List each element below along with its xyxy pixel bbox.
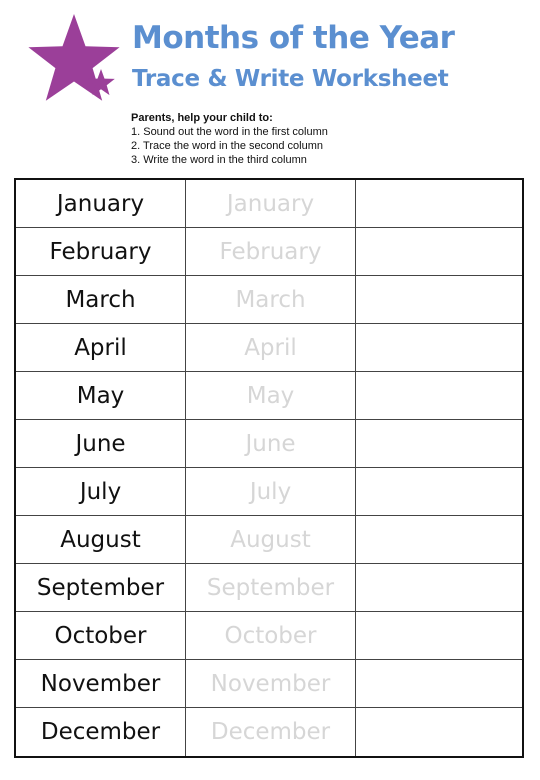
month-trace: February xyxy=(186,228,356,276)
month-trace: June xyxy=(186,420,356,468)
instruction-step: 3. Write the word in the third column xyxy=(131,154,307,166)
month-trace: December xyxy=(186,708,356,756)
month-word: July xyxy=(16,468,186,516)
month-word: June xyxy=(16,420,186,468)
write-cell xyxy=(356,420,522,468)
write-cell xyxy=(356,660,522,708)
month-word: August xyxy=(16,516,186,564)
month-word: November xyxy=(16,660,186,708)
instructions xyxy=(131,111,328,167)
month-trace: October xyxy=(186,612,356,660)
month-word: February xyxy=(16,228,186,276)
month-trace: May xyxy=(186,372,356,420)
month-word: September xyxy=(16,564,186,612)
month-trace: March xyxy=(186,276,356,324)
page-title: Months of the Year xyxy=(132,20,455,56)
month-word: March xyxy=(16,276,186,324)
write-cell xyxy=(356,180,522,228)
instruction-step: 1. Sound out the word in the first column xyxy=(131,126,328,138)
month-trace: September xyxy=(186,564,356,612)
write-cell xyxy=(356,468,522,516)
month-word: April xyxy=(16,324,186,372)
month-word: December xyxy=(16,708,186,756)
instruction-step: 2. Trace the word in the second column xyxy=(131,140,323,152)
page-subtitle: Trace & Write Worksheet xyxy=(132,66,449,92)
write-cell xyxy=(356,612,522,660)
month-word: January xyxy=(16,180,186,228)
write-cell xyxy=(356,708,522,756)
month-word: October xyxy=(16,612,186,660)
write-cell xyxy=(356,276,522,324)
write-cell xyxy=(356,516,522,564)
instructions-list xyxy=(131,125,328,167)
month-word: May xyxy=(16,372,186,420)
write-cell xyxy=(356,228,522,276)
worksheet-table xyxy=(14,178,524,758)
month-trace: August xyxy=(186,516,356,564)
write-cell xyxy=(356,324,522,372)
write-cell xyxy=(356,564,522,612)
instructions-lead: Parents, help your child to: xyxy=(131,112,273,124)
month-trace: January xyxy=(186,180,356,228)
stars-icon xyxy=(22,12,122,102)
month-trace: April xyxy=(186,324,356,372)
month-trace: November xyxy=(186,660,356,708)
write-cell xyxy=(356,372,522,420)
month-trace: July xyxy=(186,468,356,516)
